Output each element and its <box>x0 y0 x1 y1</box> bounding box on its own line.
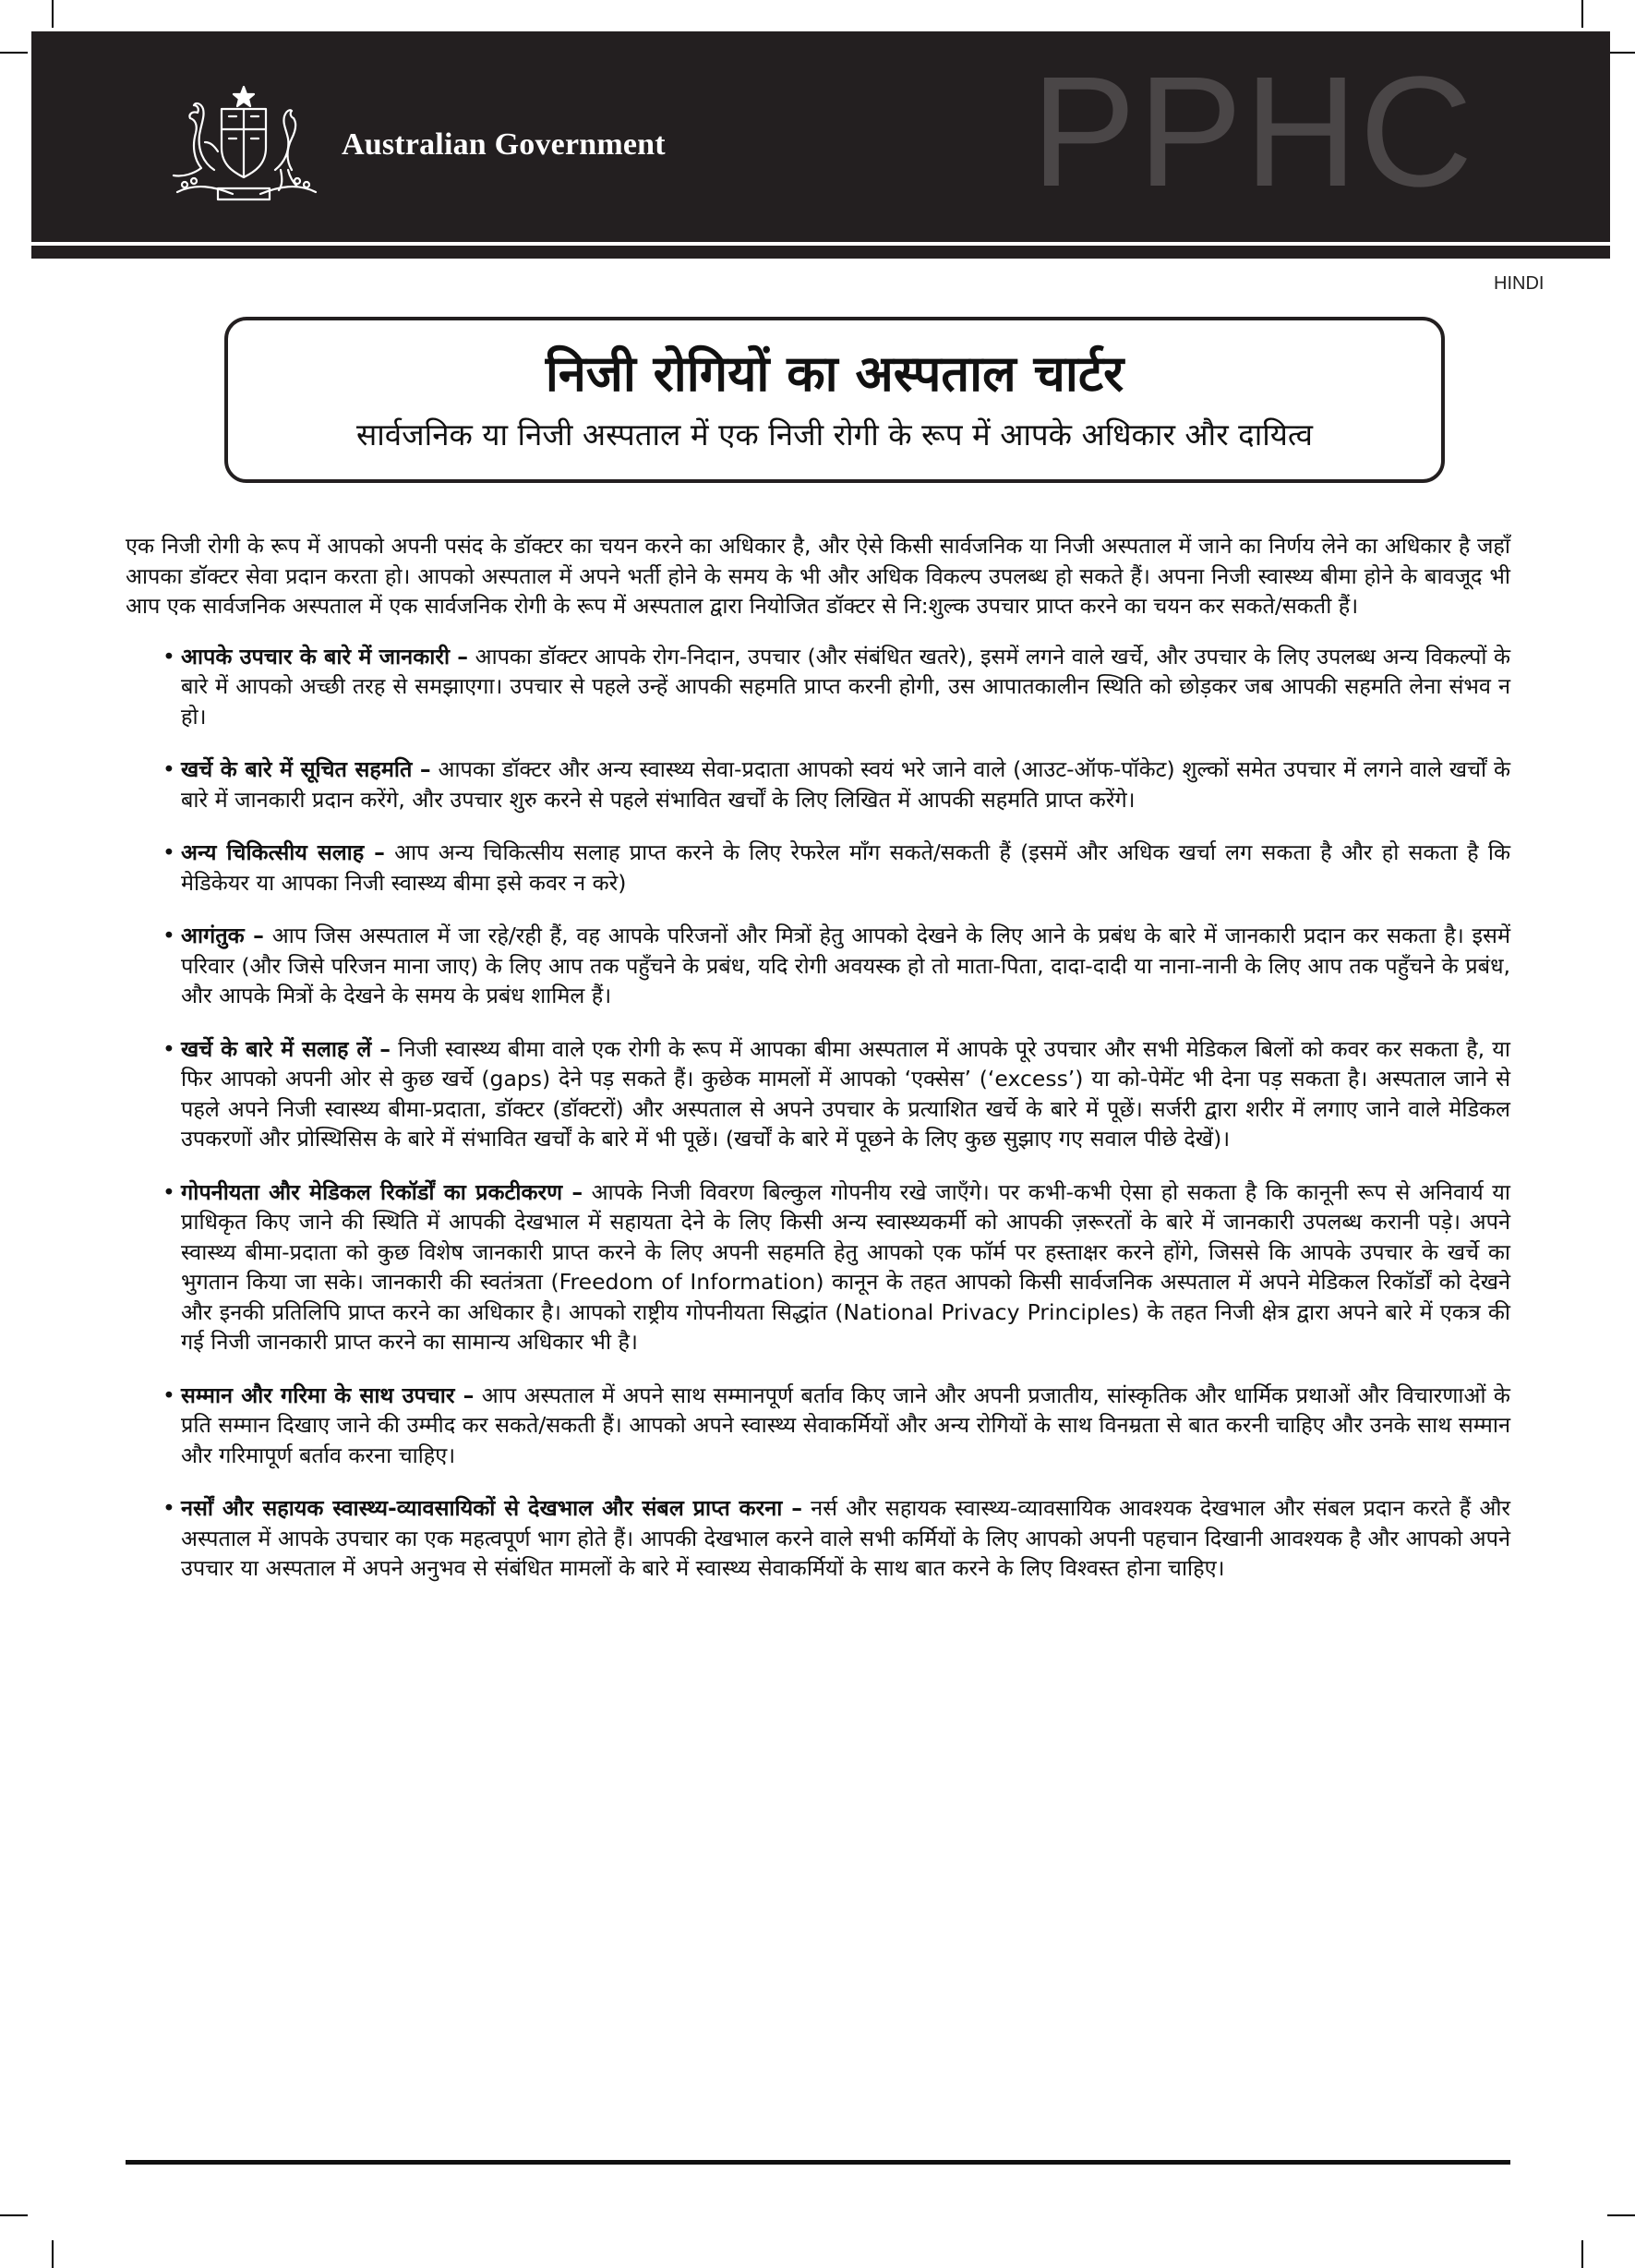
list-item-text: आप अन्य चिकित्सीय सलाह प्राप्त करने के लिए रेफरेल माँग सकते/सकती हैं (इसमें और अधिक खर्चा लग सकता है और हो सकता है कि मेडिकेयर या आपका निजी स्वास्थ्य बीमा इसे कवर न करे) <box>181 839 1510 896</box>
list-item <box>126 838 1510 898</box>
list-item-heading: खर्चे के बारे में सूचित सहमति – <box>181 756 431 782</box>
list-item-text: आपका डॉक्टर आपके रोग-निदान, उपचार (और संबंधित खतरे), इसमें लगने वाले खर्चे, और उपचार के लिए उपलब्ध अन्य विकल्पों के बारे में आपको अच्छी तरह से समझाएगा। उपचार से पहले उन्हें आपकी सहमति प्राप्त करनी होगी, उस आपातकालीन स्थिति को छोड़कर जब आपकी सहमति लेना संभव न हो। <box>181 643 1510 730</box>
bullet-icon: • <box>162 756 175 782</box>
government-name: Australian Government <box>342 127 666 162</box>
language-label: HINDI <box>1494 273 1545 294</box>
list-item-text: आप जिस अस्पताल में जा रहे/रही हैं, वह आपके परिजनों और मित्रों हेतु आपको देखने के लिए आने के प्रबंध के बारे में जानकारी प्रदान कर सकता है। इसमें परिवार (और जिसे परिजन माना जाए) के लिए आप तक पहुँचने के प्रबंध, यदि रोगी अवयस्क हो तो माता-पिता, दादा-दादी या नाना-नानी के लिए आप तक पहुँचने के प्रबंध, और आपके मित्रों के देखने के समय के प्रबंध शामिल हैं। <box>181 923 1510 1008</box>
list-item <box>126 1381 1510 1471</box>
page-title: निजी रोगियों का अस्पताल चार्टर <box>545 344 1124 403</box>
bullet-icon: • <box>162 1381 175 1408</box>
list-item-heading: खर्चे के बारे में सलाह लें – <box>181 1035 391 1062</box>
program-code-watermark: PPHC <box>1031 44 1475 220</box>
document-body <box>126 531 1510 1607</box>
bullet-icon: • <box>162 923 175 948</box>
list-item-text: आपके निजी विवरण बिल्कुल गोपनीय रखे जाएँगे। पर कभी-कभी ऐसा हो सकता है कि कानूनी रूप से अनिवार्य या प्राधिकृत किए जाने की स्थिति में आपकी देखभाल में सहायता देने के लिए किसी अन्य स्वास्थ्यकर्मी को आपकी ज़रूरतों के बारे में जानकारी उपलब्ध करानी पड़े। अपने स्वास्थ्य बीमा-प्रदाता को कुछ विशेष जानकारी प्राप्त करने के लिए अपनी सहमति हेतु आपको एक फॉर्म पर हस्ताक्षर करने होंगे, जिससे कि आपके उपचार के खर्चे का भुगतान किया जा सके। जानकारी की स्वतंत्रता (Freedom of Information) कानून के तहत आपको किसी सार्वजनिक अस्पताल में अपने मेडिकल रिकॉर्डों को देखने और इनकी प्रतिलिपि प्राप्त करने का अधिकार है। आपको राष्ट्रीय गोपनीयता सिद्धांत (National Privacy Principles) के तहत निजी क्षेत्र द्वारा अपने बारे में एकत्र की गई निजी जानकारी प्राप्त करने का सामान्य अधिकार भी है। <box>181 1178 1510 1355</box>
page-subtitle: सार्वजनिक या निजी अस्पताल में एक निजी रोगी के रूप में आपके अधिकार और दायित्व <box>355 416 1314 452</box>
list-item-heading: नर्सों और सहायक स्वास्थ्य-व्यावसायिकों से देखभाल और संबल प्राप्त करना – <box>181 1495 802 1521</box>
bullet-icon: • <box>162 1178 175 1205</box>
list-item-text: नर्स और सहायक स्वास्थ्य-व्यावसायिक आवश्यक देखभाल और संबल प्रदान करते हैं और अस्पताल में आपके उपचार का एक महत्वपूर्ण भाग होते हैं। आपकी देखभाल करने वाले सभी कर्मियों के लिए आपको अपनी पहचान दिखानी आवश्यक है और आपको अपने उपचार या अस्पताल में अपने अनुभव से संबंधित मामलों के बारे में स्वास्थ्य सेवाकर्मियों के साथ बात करने के लिए विश्वस्त होना चाहिए। <box>181 1495 1510 1581</box>
crop-mark <box>0 52 28 54</box>
bullet-icon: • <box>162 643 175 670</box>
crop-mark <box>1581 2240 1583 2268</box>
list-item-heading: सम्मान और गरिमा के साथ उपचार – <box>181 1381 475 1408</box>
list-item <box>126 1493 1510 1584</box>
list-item <box>126 642 1510 732</box>
list-item-heading: आगंतुक – <box>181 923 264 948</box>
crop-mark <box>1607 52 1635 54</box>
list-item-text: आप अस्पताल में अपने साथ सम्मानपूर्ण बर्ताव किए जाने और अपनी प्रजातीय, सांस्कृतिक और धार्मिक प्रथाओं और विचारणाओं के प्रति सम्मान दिखाए जाने की उम्मीद कर सकते/सकती हैं। आपको अपने स्वास्थ्य सेवाकर्मियों और अन्य रोगियों के साथ विनम्रता से बात करनी चाहिए और उनके साथ सम्मान और गरिमापूर्ण बर्ताव करना चाहिए। <box>181 1381 1510 1468</box>
title-box <box>224 317 1445 483</box>
footer-rule <box>126 2160 1510 2165</box>
list-item-heading: अन्य चिकित्सीय सलाह – <box>181 839 385 865</box>
bullet-icon: • <box>162 1495 175 1521</box>
bullet-icon: • <box>162 839 175 865</box>
list-item-heading: आपके उपचार के बारे में जानकारी – <box>181 643 469 670</box>
coat-of-arms-icon <box>140 81 353 203</box>
header-rule <box>31 242 1610 259</box>
list-item-text: आपका डॉक्टर और अन्य स्वास्थ्य सेवा-प्रदाता आपको स्वयं भरे जाने वाले (आउट-ऑफ-पॉकेट) शुल्कों समेत उपचार में लगने वाले खर्चों के बारे में जानकारी प्रदान करेंगे, और उपचार शुरु करने से पहले संभावित खर्चों के लिए लिखित में आपकी सहमति प्राप्त करेंगे। <box>181 756 1511 813</box>
crop-mark <box>0 2214 28 2216</box>
list-item-text: निजी स्वास्थ्य बीमा वाले एक रोगी के रूप में आपका बीमा अस्पताल में आपके पूरे उपचार और सभी मेडिकल बिलों को कवर कर सकता है, या फिर आपको अपनी ओर से कुछ खर्चे (gaps) देने पड़ सकते हैं। कुछेक मामलों में आपको ‘एक्सेस’ (‘excess’) या को-पेमेंट भी देना पड़ सकता है। अस्पताल जाने से पहले अपने निजी स्वास्थ्य बीमा-प्रदाता, डॉक्टर (डॉक्टरों) और अस्पताल से अपने उपचार के प्रत्याशित खर्चे के बारे में पूछें। सर्जरी द्वारा शरीर में लगाए जाने वाले मेडिकल उपकरणों और प्रोस्थिसिस के बारे में संभावित खर्चों के बारे में भी पूछें। (खर्चों के बारे में पूछने के लिए कुछ सुझाए गए सवाल पीछे देखें)। <box>181 1035 1510 1152</box>
list-item <box>126 1177 1510 1357</box>
list-item <box>126 1034 1510 1154</box>
list-item <box>126 921 1510 1011</box>
intro-paragraph: एक निजी रोगी के रूप में आपको अपनी पसंद के डॉक्टर का चयन करने का अधिकार है, और ऐसे किसी सार्वजनिक या निजी अस्पताल में जाने का निर्णय लेने का अधिकार है जहाँ आपका डॉक्टर सेवा प्रदान करता हो। आपको अस्पताल में अपने भर्ती होने के समय के भी और अधिक विकल्प उपलब्ध हो सकते हैं। अपना निजी स्वास्थ्य बीमा होने के बावजूद भी आप एक सार्वजनिक अस्पताल में एक सार्वजनिक रोगी के रूप में अस्पताल द्वारा नियोजित डॉक्टर से नि:शुल्क उपचार प्राप्त करने का चयन कर सकते/सकती हैं। <box>126 533 1510 619</box>
rights-list <box>126 642 1510 1584</box>
crop-mark <box>52 2240 54 2268</box>
crop-mark <box>52 0 54 28</box>
crop-mark <box>1607 2214 1635 2216</box>
list-item <box>126 754 1510 814</box>
list-item-heading: गोपनीयता और मेडिकल रिकॉर्डों का प्रकटीकरण – <box>181 1178 583 1205</box>
crop-mark <box>1581 0 1583 28</box>
bullet-icon: • <box>162 1035 175 1062</box>
